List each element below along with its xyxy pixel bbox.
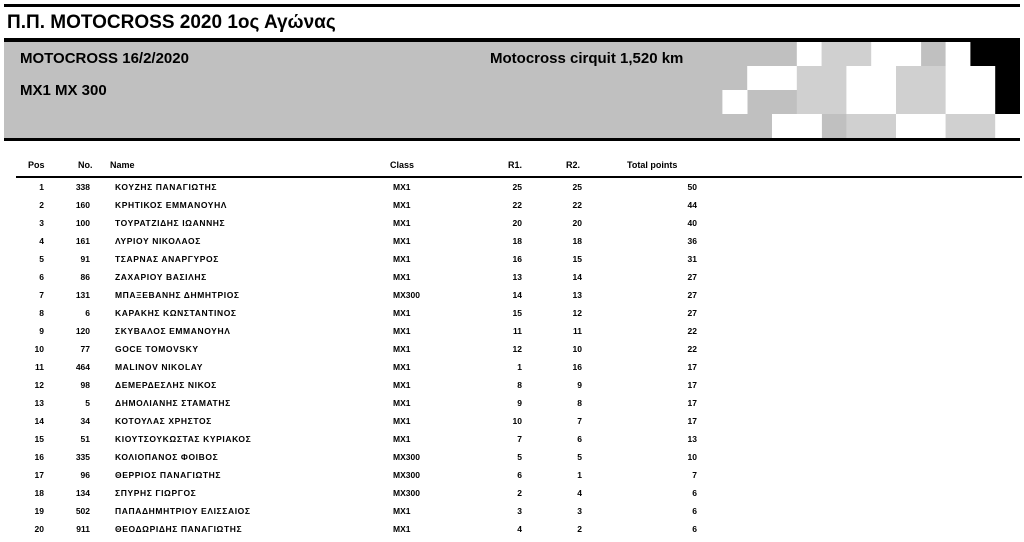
cell-r1: 9 (517, 398, 522, 408)
cell-pos: 7 (39, 290, 44, 300)
cell-name: ΚΡΗΤΙΚΟΣ ΕΜΜΑΝΟΥΗΛ (115, 200, 228, 210)
cell-pos: 18 (34, 488, 44, 498)
cell-total: 7 (692, 470, 697, 480)
cell-number: 6 (85, 308, 90, 318)
cell-name: ΖΑΧΑΡΙΟΥ ΒΑΣΙΛΗΣ (115, 272, 207, 282)
cell-number: 120 (75, 326, 90, 336)
cell-name: ΚΑΡΑΚΗΣ ΚΩΝΣΤΑΝΤΙΝΟΣ (115, 308, 237, 318)
cell-r2: 14 (572, 272, 582, 282)
cell-total: 6 (692, 524, 697, 534)
cell-total: 10 (687, 452, 697, 462)
cell-r2: 10 (572, 344, 582, 354)
cell-name: GOCE TOMOVSKY (115, 344, 199, 354)
cell-total: 31 (687, 254, 697, 264)
cell-r1: 12 (512, 344, 522, 354)
cell-number: 335 (75, 452, 90, 462)
table-row (0, 506, 1024, 524)
cell-r1: 6 (517, 470, 522, 480)
cell-r2: 25 (572, 182, 582, 192)
cell-class: MX1 (393, 200, 411, 210)
flag-square (822, 42, 847, 66)
column-header-pos: Pos (28, 160, 45, 170)
column-header-r2: R2. (566, 160, 581, 170)
cell-class: MX1 (393, 182, 411, 192)
cell-number: 34 (80, 416, 90, 426)
cell-number: 911 (76, 524, 90, 534)
flag-square (896, 42, 921, 66)
flag-square (846, 90, 871, 114)
column-header-total: Total points (627, 160, 678, 170)
flag-square (995, 66, 1020, 90)
cell-name: ΛΥΡΙΟΥ ΝΙΚΟΛΑΟΣ (115, 236, 201, 246)
cell-r1: 13 (512, 272, 522, 282)
cell-r2: 15 (572, 254, 582, 264)
flag-square (772, 66, 797, 90)
cell-name: ΚΟΛΙΟΠΑΝΟΣ ΦΟΙΒΟΣ (115, 452, 219, 462)
cell-total: 17 (687, 416, 697, 426)
table-row (0, 326, 1024, 344)
cell-class: MX300 (393, 290, 420, 300)
cell-total: 13 (687, 434, 697, 444)
cell-number: 502 (75, 506, 90, 516)
flag-square (970, 90, 995, 114)
cell-class: MX1 (393, 254, 411, 264)
cell-r1: 2 (517, 488, 522, 498)
cell-pos: 10 (34, 344, 44, 354)
cell-pos: 16 (34, 452, 44, 462)
cell-pos: 3 (39, 218, 44, 228)
cell-number: 86 (80, 272, 90, 282)
cell-class: MX1 (393, 434, 411, 444)
cell-r1: 10 (512, 416, 522, 426)
flag-square (846, 66, 871, 90)
flag-square (970, 42, 995, 66)
cell-number: 464 (75, 362, 90, 372)
column-header-class: Class (390, 160, 415, 170)
table-row (0, 344, 1024, 362)
cell-class: MX1 (393, 398, 411, 408)
cell-pos: 17 (34, 470, 44, 480)
cell-class: MX1 (393, 506, 411, 516)
cell-total: 17 (687, 398, 697, 408)
flag-square (946, 66, 971, 90)
cell-pos: 19 (34, 506, 44, 516)
table-row (0, 380, 1024, 398)
flag-square (822, 66, 847, 90)
cell-r2: 1 (577, 470, 582, 480)
cell-pos: 1 (39, 182, 44, 192)
cell-class: MX1 (393, 308, 411, 318)
cell-r1: 16 (512, 254, 522, 264)
cell-pos: 13 (34, 398, 44, 408)
cell-pos: 9 (39, 326, 44, 336)
flag-square (722, 90, 747, 114)
cell-r1: 25 (512, 182, 522, 192)
flag-square (946, 114, 971, 138)
cell-class: MX1 (393, 326, 411, 336)
cell-r2: 12 (572, 308, 582, 318)
top-rule (4, 4, 1020, 7)
cell-name: MALINOV NIKOLAY (115, 362, 204, 372)
flag-square (871, 66, 896, 90)
cell-r1: 20 (512, 218, 522, 228)
cell-name: ΠΑΠΑΔΗΜΗΤΡΙΟΥ ΕΛΙΣΣΑΙΟΣ (115, 506, 251, 516)
flag-square (797, 42, 822, 66)
cell-number: 160 (75, 200, 90, 210)
cell-number: 98 (80, 380, 90, 390)
flag-square (896, 114, 921, 138)
cell-r1: 5 (517, 452, 522, 462)
table-row (0, 182, 1024, 200)
cell-r2: 18 (572, 236, 582, 246)
cell-total: 22 (687, 344, 697, 354)
cell-name: ΣΠΥΡΗΣ ΓΙΩΡΓΟΣ (115, 488, 197, 498)
cell-class: MX300 (393, 470, 420, 480)
event-track: Motocross cirquit 1,520 km (490, 50, 684, 67)
flag-square (995, 42, 1020, 66)
flag-square (995, 114, 1020, 138)
flag-square (995, 90, 1020, 114)
cell-number: 161 (75, 236, 90, 246)
cell-class: MX1 (393, 416, 411, 426)
cell-r2: 5 (577, 452, 582, 462)
flag-square (797, 66, 822, 90)
flag-square (921, 66, 946, 90)
cell-class: MX1 (393, 344, 411, 354)
cell-pos: 8 (39, 308, 44, 318)
table-row (0, 488, 1024, 506)
cell-name: ΤΣΑΡΝΑΣ ΑΝΑΡΓΥΡΟΣ (115, 254, 219, 264)
cell-total: 6 (692, 506, 697, 516)
table-row (0, 236, 1024, 254)
flag-square (946, 42, 971, 66)
flag-square (747, 66, 772, 90)
flag-square (822, 90, 847, 114)
cell-class: MX1 (393, 218, 411, 228)
flag-square (772, 114, 797, 138)
cell-class: MX1 (393, 380, 411, 390)
cell-r2: 20 (572, 218, 582, 228)
cell-number: 5 (85, 398, 90, 408)
cell-total: 50 (687, 182, 697, 192)
flag-square (846, 114, 871, 138)
cell-r1: 22 (512, 200, 522, 210)
cell-pos: 11 (35, 362, 44, 372)
cell-number: 100 (75, 218, 90, 228)
cell-total: 40 (687, 218, 697, 228)
cell-total: 27 (687, 290, 697, 300)
table-row (0, 452, 1024, 470)
cell-name: ΔΕΜΕΡΔΕΣΛΗΣ ΝΙΚΟΣ (115, 380, 217, 390)
cell-r2: 2 (577, 524, 582, 534)
cell-r2: 9 (577, 380, 582, 390)
cell-total: 17 (687, 380, 697, 390)
table-row (0, 272, 1024, 290)
cell-r2: 7 (577, 416, 582, 426)
table-row (0, 470, 1024, 488)
flag-square (946, 90, 971, 114)
flag-square (896, 66, 921, 90)
cell-r1: 8 (517, 380, 522, 390)
table-row (0, 524, 1024, 542)
cell-r1: 15 (512, 308, 522, 318)
cell-r2: 4 (577, 488, 582, 498)
cell-r2: 3 (577, 506, 582, 516)
cell-total: 44 (687, 200, 697, 210)
cell-pos: 5 (39, 254, 44, 264)
cell-pos: 6 (39, 272, 44, 282)
document-title: Π.Π. MOTOCROSS 2020 1ος Αγώνας (7, 12, 336, 33)
cell-name: ΔΗΜΟΛΙΑΝΗΣ ΣΤΑΜΑΤΗΣ (115, 398, 231, 408)
column-header-name: Name (110, 160, 135, 170)
cell-r1: 4 (517, 524, 522, 534)
table-row (0, 254, 1024, 272)
cell-total: 27 (687, 308, 697, 318)
cell-r1: 18 (512, 236, 522, 246)
table-row (0, 398, 1024, 416)
flag-square (896, 90, 921, 114)
flag-square (970, 66, 995, 90)
cell-number: 51 (80, 434, 90, 444)
cell-class: MX300 (393, 488, 420, 498)
cell-r1: 11 (513, 326, 522, 336)
cell-number: 96 (80, 470, 90, 480)
flag-square (921, 90, 946, 114)
cell-class: MX1 (393, 362, 411, 372)
cell-number: 134 (75, 488, 90, 498)
cell-number: 338 (75, 182, 90, 192)
cell-r2: 8 (577, 398, 582, 408)
flag-square (921, 114, 946, 138)
flag-square (871, 90, 896, 114)
cell-r2: 6 (577, 434, 582, 444)
cell-name: ΚΟΥΖΗΣ ΠΑΝΑΓΙΩΤΗΣ (115, 182, 218, 192)
cell-r1: 1 (517, 362, 522, 372)
cell-number: 77 (80, 344, 90, 354)
cell-total: 17 (687, 362, 697, 372)
event-category: MX1 MX 300 (20, 82, 107, 99)
cell-pos: 2 (39, 200, 44, 210)
cell-r1: 3 (517, 506, 522, 516)
cell-name: ΘΕΡΡΙΟΣ ΠΑΝΑΓΙΩΤΗΣ (115, 470, 222, 480)
event-header-band (4, 38, 1020, 141)
flag-square (871, 114, 896, 138)
cell-number: 91 (80, 254, 90, 264)
cell-class: MX300 (393, 452, 420, 462)
event-date: MOTOCROSS 16/2/2020 (20, 50, 189, 67)
cell-r2: 13 (572, 290, 582, 300)
table-row (0, 434, 1024, 452)
cell-total: 27 (687, 272, 697, 282)
column-header-r1: R1. (508, 160, 523, 170)
cell-r2: 16 (572, 362, 582, 372)
flag-square (797, 114, 822, 138)
checkered-flag-graphic (648, 42, 1020, 138)
cell-name: ΤΟΥΡΑΤΖΙΔΗΣ ΙΩΑΝΝΗΣ (115, 218, 226, 228)
cell-name: ΘΕΟΔΩΡΙΔΗΣ ΠΑΝΑΓΙΩΤΗΣ (115, 524, 243, 534)
header-rule (16, 176, 1022, 178)
cell-total: 36 (687, 236, 697, 246)
cell-r2: 22 (572, 200, 582, 210)
cell-pos: 14 (34, 416, 44, 426)
column-header-no: No. (78, 160, 93, 170)
cell-pos: 20 (34, 524, 44, 534)
cell-name: ΚΟΤΟΥΛΑΣ ΧΡΗΣΤΟΣ (115, 416, 212, 426)
table-row (0, 218, 1024, 236)
table-row (0, 200, 1024, 218)
cell-name: ΚΙΟΥΤΣΟΥΚΩΣΤΑΣ ΚΥΡΙΑΚΟΣ (115, 434, 252, 444)
cell-class: MX1 (393, 272, 411, 282)
cell-r1: 7 (517, 434, 522, 444)
flag-square (970, 114, 995, 138)
cell-name: ΣΚΥΒΑΛΟΣ ΕΜΜΑΝΟΥΗΛ (115, 326, 231, 336)
cell-pos: 12 (34, 380, 44, 390)
cell-total: 22 (687, 326, 697, 336)
table-row (0, 290, 1024, 308)
cell-r1: 14 (512, 290, 522, 300)
cell-total: 6 (692, 488, 697, 498)
flag-square (797, 90, 822, 114)
table-row (0, 416, 1024, 434)
cell-number: 131 (75, 290, 90, 300)
table-row (0, 362, 1024, 380)
cell-pos: 15 (34, 434, 44, 444)
cell-pos: 4 (39, 236, 44, 246)
cell-r2: 11 (573, 326, 582, 336)
table-row (0, 308, 1024, 326)
cell-class: MX1 (393, 524, 411, 534)
cell-class: MX1 (393, 236, 411, 246)
flag-square (846, 42, 871, 66)
flag-square (871, 42, 896, 66)
cell-name: ΜΠΑΞΕΒΑΝΗΣ ΔΗΜΗΤΡΙΟΣ (115, 290, 240, 300)
